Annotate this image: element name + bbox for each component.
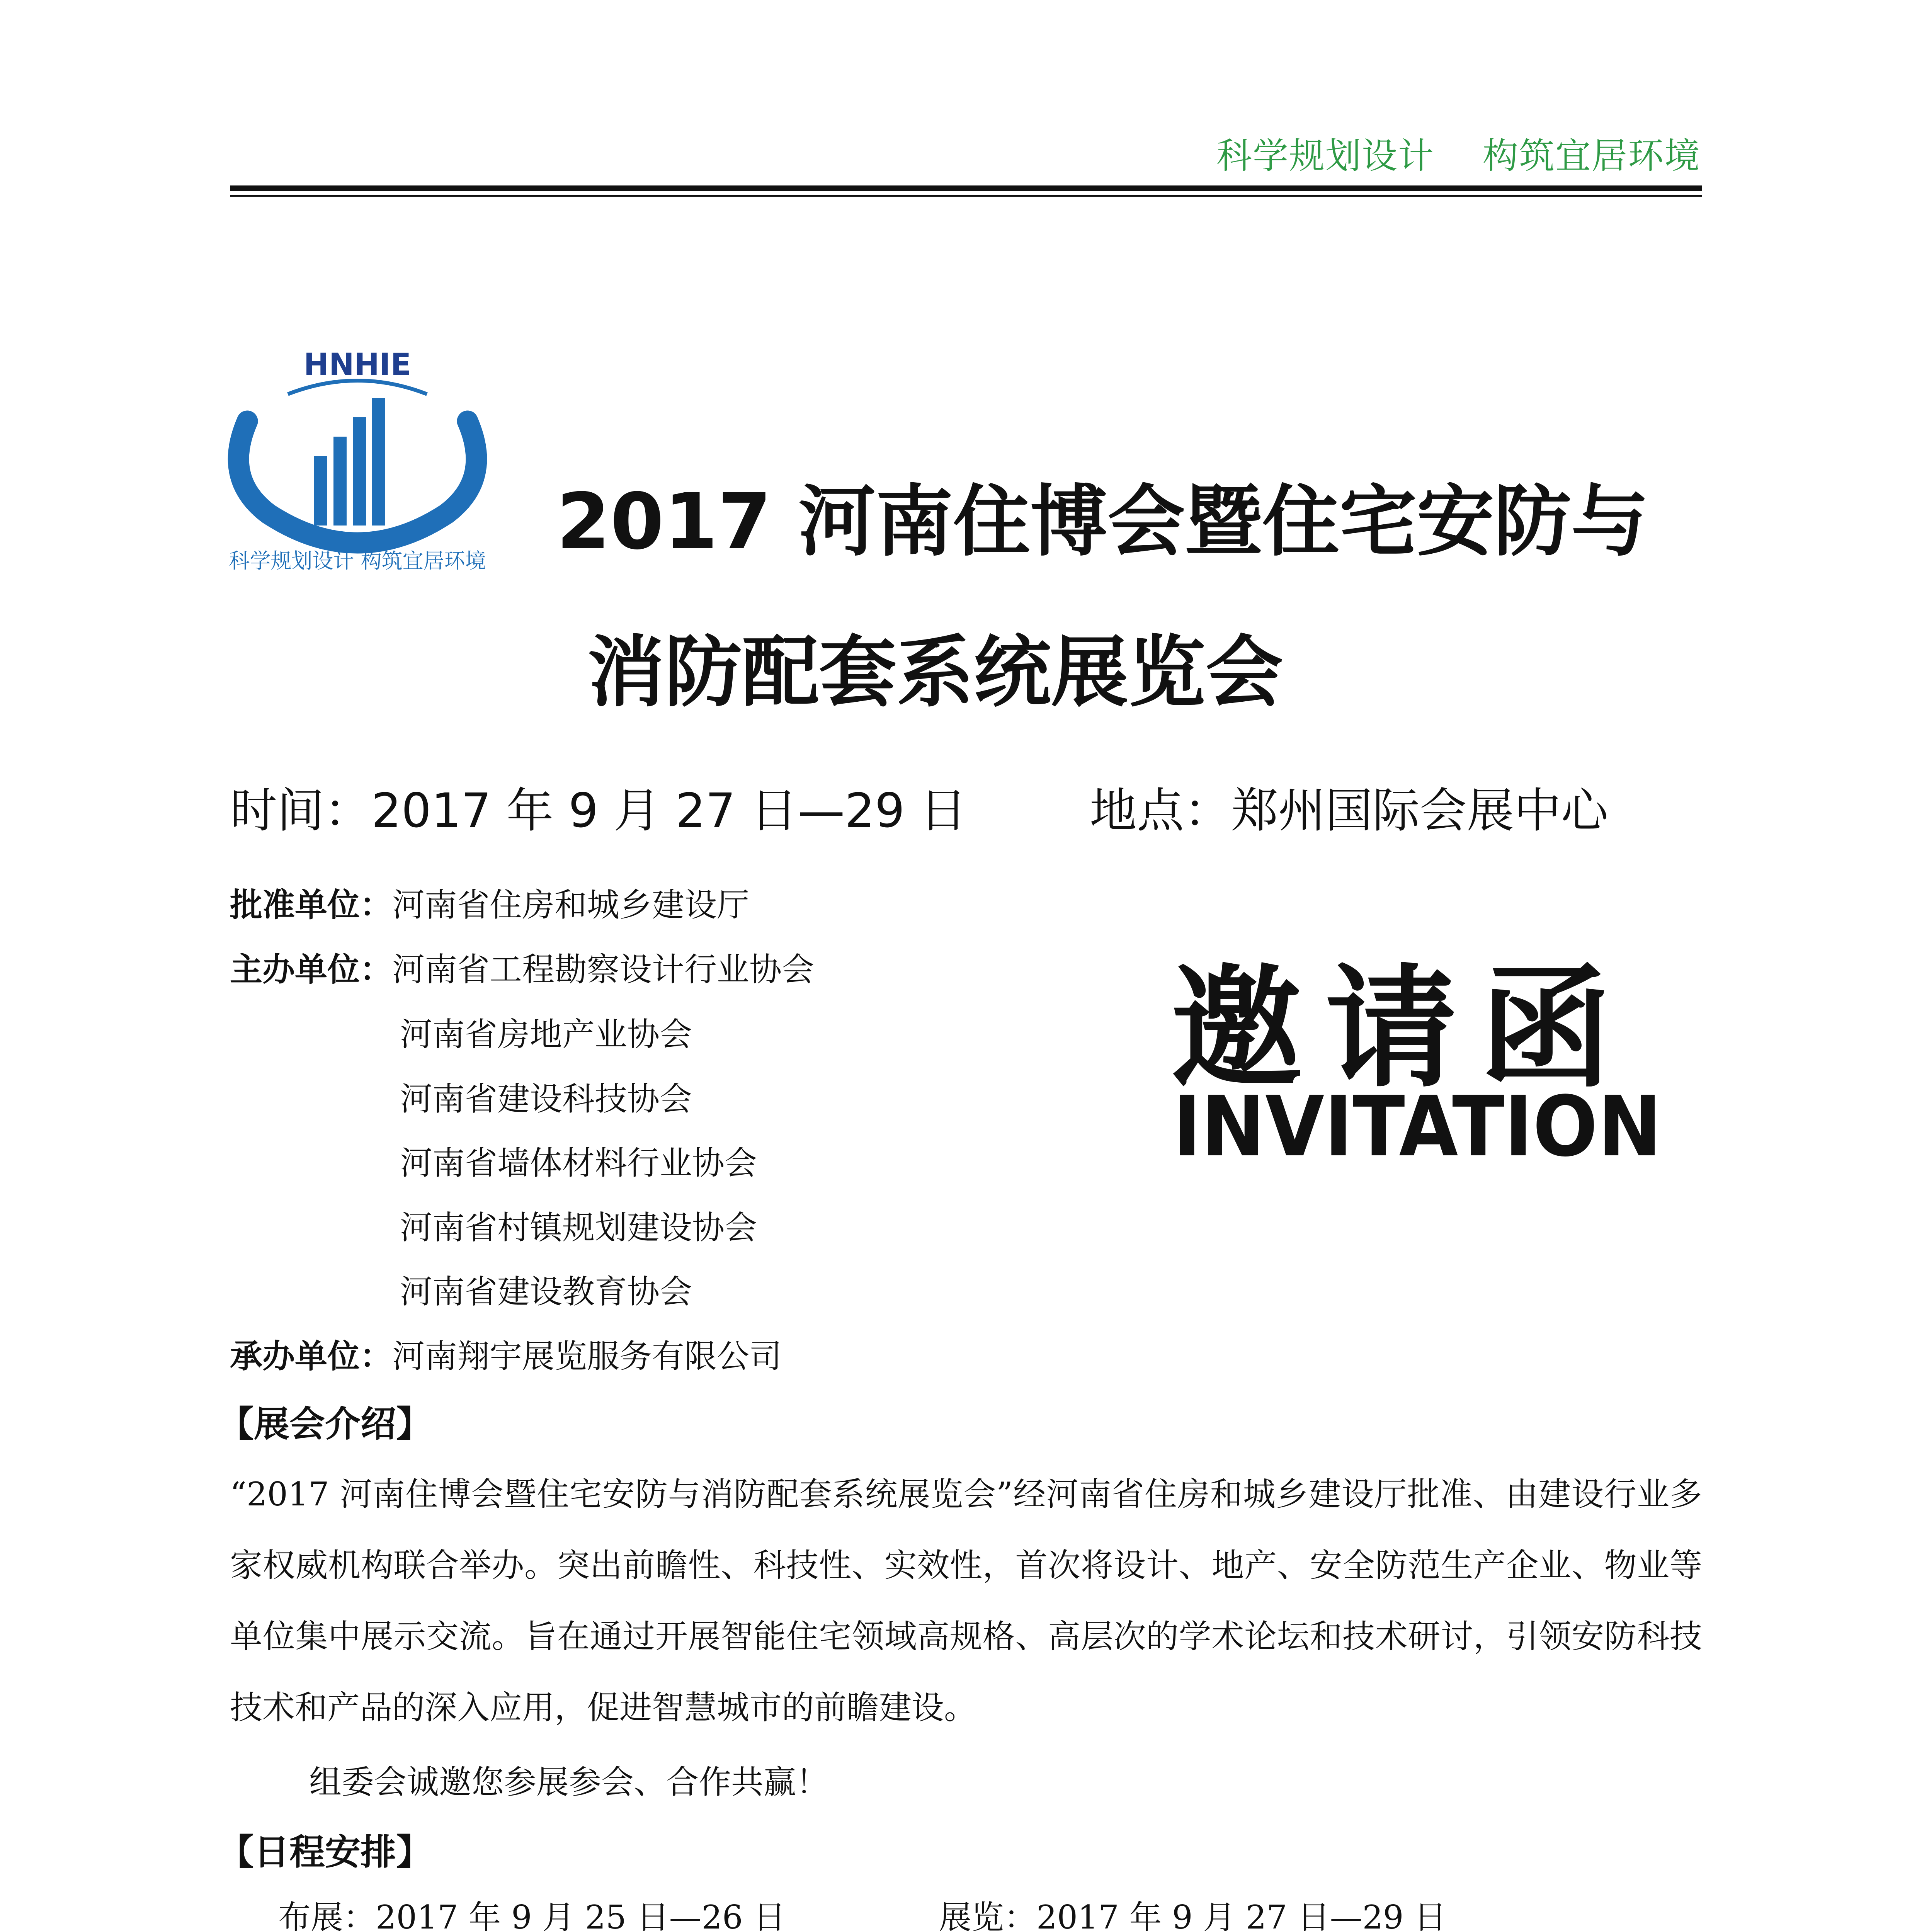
approve-label: 批准单位： — [230, 886, 393, 924]
venue-value: 郑州国际会展中心 — [1231, 783, 1608, 838]
organizer-label: 承办单位： — [230, 1337, 393, 1375]
intro-heading: 【展会介绍】 — [218, 1403, 432, 1445]
host-label: 主办单位： — [230, 951, 393, 988]
hnhie-logo — [211, 340, 504, 576]
event-time — [230, 773, 967, 840]
logo-bar — [372, 398, 385, 526]
logo-bar — [353, 417, 366, 526]
host-item: 河南省墙体材料行业协会 — [400, 1144, 757, 1182]
event-venue — [1090, 773, 1608, 840]
logo-tagline: 科学规划设计 构筑宜居环境 — [229, 549, 486, 573]
host-unit — [230, 944, 814, 990]
header-rule-thick — [230, 185, 1702, 191]
title-line-2: 消防配套系统展览会 — [587, 628, 1283, 718]
intro-paragraph: “2017 河南住博会暨住宅安防与消防配套系统展览会”经河南省住房和城乡建设厅批准、由建设行业多家权威机构联合举办。突出前瞻性、科技性、实效性，首次将设计、地产、安全防范生产企业、物业等单位集中展示交流。旨在通过开展智能住宅领域高规格、高层次的学术论坛和技术研讨，引领安防科技技术和产品的深入应用，促进智慧城市的前瞻建设。 — [230, 1475, 1702, 1726]
time-value: 2017 年 9 月 27 日—29 日 — [371, 783, 967, 838]
logo-top-arc — [288, 381, 427, 394]
header-rule-thin — [230, 195, 1702, 197]
time-label: 时间： — [230, 783, 371, 838]
host-item: 河南省建设科技协会 — [400, 1080, 692, 1118]
title-line-1: 2017 河南住博会暨住宅安防与 — [556, 477, 1649, 567]
intro-closing: 组委会诚邀您参展参会、合作共赢！ — [309, 1763, 829, 1801]
organizer-value: 河南翔宇展览服务有限公司 — [392, 1337, 782, 1375]
host-item: 河南省村镇规划建设协会 — [400, 1209, 757, 1247]
schedule-heading: 【日程安排】 — [218, 1832, 432, 1873]
schedule-exhibition: 展览：2017 年 9 月 27 日—29 日 — [939, 1898, 1447, 1932]
logo-bar — [314, 456, 327, 526]
header-slogan: 科学规划设计 构筑宜居环境 — [1216, 135, 1701, 177]
logo-bar — [333, 437, 347, 526]
approving-unit — [230, 879, 749, 926]
logo-acronym: HNHIE — [303, 347, 412, 382]
host-item: 河南省房地产业协会 — [400, 1015, 692, 1053]
venue-label: 地点： — [1090, 783, 1231, 838]
approve-value: 河南省住房和城乡建设厅 — [392, 886, 750, 924]
organizing-unit — [230, 1330, 782, 1377]
host-item: 河南省工程勘察设计行业协会 — [392, 951, 815, 988]
invitation-title-en: INVITATION — [1173, 1078, 1662, 1175]
host-item: 河南省建设教育协会 — [400, 1273, 692, 1311]
invitation-title-cn: 邀请函 — [1171, 952, 1635, 1105]
schedule-setup: 布展：2017 年 9 月 25 日—26 日 — [278, 1898, 786, 1932]
